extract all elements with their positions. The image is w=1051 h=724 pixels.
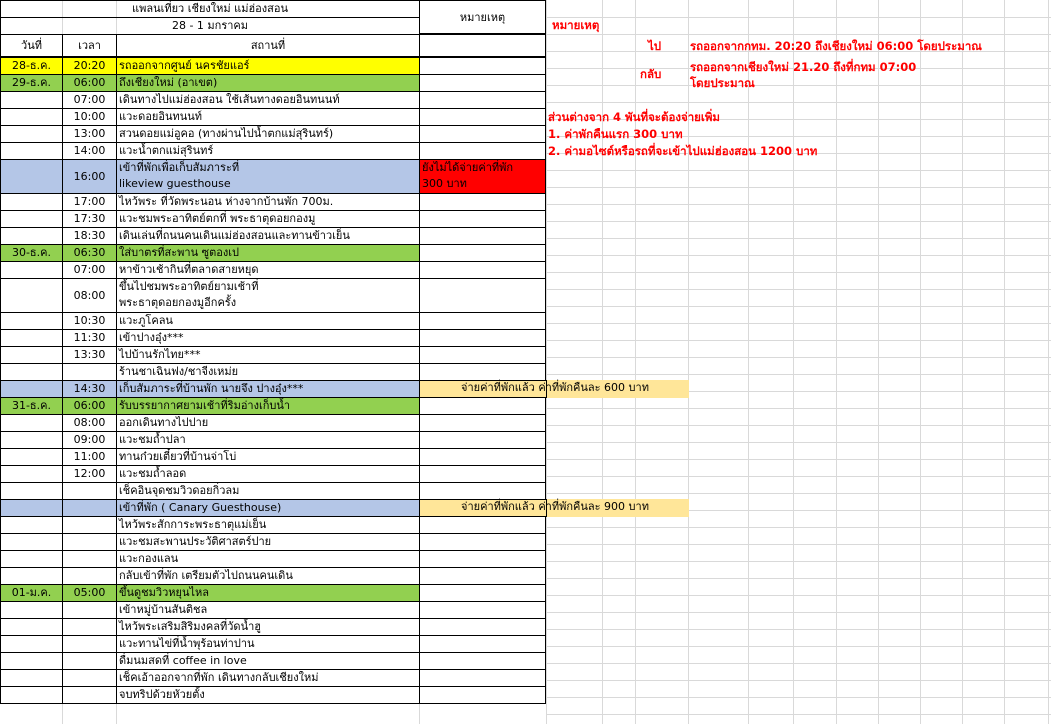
place-cell — [116, 210, 420, 228]
time-cell — [62, 482, 117, 500]
place-cell — [116, 57, 420, 75]
day-cell — [0, 227, 63, 245]
place-line: รถออกจากศูนย์ นครชัยแอร์ — [119, 59, 250, 72]
day-cell: 01-ม.ค. — [0, 584, 63, 602]
place-cell — [116, 244, 420, 262]
remark-cell — [419, 74, 546, 92]
remark-cell — [419, 550, 546, 568]
time-cell: 07:00 — [62, 91, 117, 109]
gridline-horizontal — [546, 680, 1051, 681]
gridline-horizontal — [546, 561, 1051, 562]
gridline-horizontal — [546, 629, 1051, 630]
remark-cell — [419, 91, 546, 109]
place-cell — [116, 380, 420, 398]
gridline-horizontal — [546, 612, 1051, 613]
place-line: แวะชมสะพานประวัติศาสตร์ปาย — [119, 535, 272, 548]
time-cell — [62, 533, 117, 551]
place-line: เก็บสัมภาระที่บ้านพัก นายจึง ปางอุ๋ง*** — [119, 382, 304, 395]
place-cell — [116, 499, 420, 517]
day-cell — [0, 414, 63, 432]
place-cell — [116, 329, 420, 347]
time-cell: 13:00 — [62, 125, 117, 143]
remark-cell — [419, 159, 546, 194]
day-cell — [0, 193, 63, 211]
place-line: แวะทานไข่ที่น้ำพุร้อนท่าปาน — [119, 637, 255, 650]
day-cell — [0, 125, 63, 143]
place-line: แวะภูโคลน — [119, 314, 173, 327]
gridline-horizontal — [546, 714, 1051, 715]
remark-cell — [419, 448, 546, 466]
gridline-horizontal — [546, 306, 1051, 307]
day-cell — [0, 261, 63, 279]
day-cell — [0, 482, 63, 500]
place-cell — [116, 635, 420, 653]
gridline-horizontal — [546, 544, 1051, 545]
day-cell — [0, 108, 63, 126]
place-line-2: likeview guesthouse — [119, 177, 231, 190]
gridline-vertical — [748, 0, 749, 724]
place-cell — [116, 431, 420, 449]
gridline-horizontal — [546, 204, 1051, 205]
remark-cell — [419, 57, 546, 75]
remark-text: จ่ายค่าที่พักแล้ว ค่าที่พักคืนละ 600 บาท — [461, 381, 649, 394]
remark-cell — [419, 669, 546, 687]
time-cell: 20:20 — [62, 57, 117, 75]
time-cell — [62, 652, 117, 670]
time-cell: 07:00 — [62, 261, 117, 279]
remark-cell — [419, 278, 546, 313]
remark-cell — [419, 193, 546, 211]
time-cell: 14:00 — [62, 142, 117, 160]
place-line: ไหว้พระ ที่วัดพระนอน ห่างจากบ้านพัก 700ม. — [119, 195, 334, 208]
time-cell: 08:00 — [62, 278, 117, 313]
plan-dates: 28 - 1 มกราคม — [0, 17, 419, 34]
side-note-back-label: กลับ — [640, 67, 662, 81]
plan-title: แพลนเที่ยว เชียงใหม่ แม่ฮ่องสอน — [0, 0, 419, 17]
place-cell — [116, 159, 420, 194]
day-cell: 31-ธ.ค. — [0, 397, 63, 415]
time-cell: 09:00 — [62, 431, 117, 449]
day-cell — [0, 567, 63, 585]
gridline-horizontal — [546, 221, 1051, 222]
time-cell: 12:00 — [62, 465, 117, 483]
place-line: หาข้าวเช้ากินที่ตลาดสายหยุด — [119, 263, 259, 276]
place-line: แวะชมถ้ำปลา — [119, 433, 186, 446]
place-cell — [116, 601, 420, 619]
side-note-back-text: รถออกจากเชียงใหม่ 21.20 ถึงที่กทม 07:00 — [690, 60, 917, 74]
remark-cell — [419, 414, 546, 432]
place-line: จบทริปด้วยหัวยตั้ง — [119, 688, 205, 701]
place-cell — [116, 108, 420, 126]
remark-text: จ่ายค่าที่พักแล้ว ค่าที่พักคืนละ 900 บาท — [461, 500, 649, 513]
gridline-horizontal — [546, 374, 1051, 375]
place-cell — [116, 618, 420, 636]
gridline-horizontal — [546, 459, 1051, 460]
gridline-horizontal — [546, 17, 1051, 18]
gridline-vertical — [1004, 0, 1005, 724]
place-line: เช็คอินจุดชมวิวดอยกิ่วลม — [119, 484, 240, 497]
day-cell — [0, 448, 63, 466]
remark-cell — [419, 465, 546, 483]
day-cell — [0, 533, 63, 551]
time-cell: 13:30 — [62, 346, 117, 364]
time-cell — [62, 635, 117, 653]
place-line: ใส่บาตรที่สะพาน ซูตองเป — [119, 246, 239, 259]
gridline-horizontal — [546, 170, 1051, 171]
place-line: เดินเล่นที่ถนนคนเดินแม่ฮ่องสอนและทานข้าวเย็น — [119, 229, 350, 242]
gridline-horizontal — [546, 340, 1051, 341]
time-cell: 18:30 — [62, 227, 117, 245]
day-cell — [0, 278, 63, 313]
place-line: ถึงเชียงใหม่ (อาเขต) — [119, 76, 218, 89]
remark-cell — [419, 482, 546, 500]
gridline-horizontal — [546, 34, 1051, 35]
remark-cell — [419, 635, 546, 653]
place-cell — [116, 142, 420, 160]
time-cell — [62, 499, 117, 517]
time-cell: 05:00 — [62, 584, 117, 602]
place-cell — [116, 448, 420, 466]
place-line: ทานก๋วยเตี๋ยวที่บ้านจ่าโบ่ — [119, 450, 237, 463]
time-cell — [62, 686, 117, 704]
gridline-horizontal — [546, 646, 1051, 647]
place-line: เช็คเอ้าออกจากที่พัก เดินทางกลับเชียงใหม่ — [119, 671, 319, 684]
place-cell — [116, 278, 420, 313]
gridline-vertical — [1048, 0, 1049, 724]
place-line: ร้านชาเฉินฟง/ชาจีงเหม่ย — [119, 365, 239, 378]
gridline-horizontal — [546, 272, 1051, 273]
place-cell — [116, 397, 420, 415]
side-note-go-label: ไป — [648, 39, 662, 53]
place-line: รับบรรยากาศยามเช้าที่ริมอ่างเก็บน้ำ — [119, 399, 291, 412]
day-cell — [0, 635, 63, 653]
time-cell — [62, 550, 117, 568]
place-line: แวะชมพระอาทิตย์ตกที่ พระธาตุดอยกองมู — [119, 212, 316, 225]
gridline-horizontal — [546, 493, 1051, 494]
place-line: ไหว้พระเสริมสิริมงคลที่วัดน้ำฮู — [119, 620, 261, 633]
time-cell: 10:00 — [62, 108, 117, 126]
remark-cell — [419, 618, 546, 636]
time-cell: 06:30 — [62, 244, 117, 262]
gridline-horizontal — [546, 357, 1051, 358]
remark-cell — [419, 686, 546, 704]
remarks-header: หมายเหตุ — [419, 0, 546, 34]
remark-cell — [419, 108, 546, 126]
place-cell — [116, 533, 420, 551]
place-cell — [116, 125, 420, 143]
place-cell — [116, 482, 420, 500]
remark-cell — [419, 533, 546, 551]
place-cell — [116, 669, 420, 687]
place-line: ขึ้นไปชมพระอาทิตย์ยามเช้าที่ — [119, 280, 259, 293]
place-cell — [116, 516, 420, 534]
time-cell: 16:00 — [62, 159, 117, 194]
gridline-horizontal — [546, 289, 1051, 290]
time-cell — [62, 669, 117, 687]
day-cell — [0, 516, 63, 534]
gridline-vertical — [546, 0, 547, 724]
place-line: เข้าหมู่บ้านสันติชล — [119, 603, 208, 616]
day-cell — [0, 499, 63, 517]
remark-cell — [419, 346, 546, 364]
side-note-first-night: 1. ค่าพักคืนแรก 300 บาท — [548, 127, 683, 141]
place-line: ออกเดินทางไปปาย — [119, 416, 209, 429]
place-cell — [116, 584, 420, 602]
day-cell — [0, 346, 63, 364]
day-cell — [0, 465, 63, 483]
day-cell — [0, 363, 63, 381]
place-line: ไปบ้านรักไทย*** — [119, 348, 201, 361]
day-cell — [0, 686, 63, 704]
gridline-vertical — [793, 0, 794, 724]
remark-cell — [419, 312, 546, 330]
place-line: ไหว้พระสักการะพระธาตุแม่เย็น — [119, 518, 267, 531]
remark-border — [419, 380, 547, 398]
place-cell — [116, 312, 420, 330]
gridline-vertical — [878, 0, 879, 724]
gridline-horizontal — [546, 425, 1051, 426]
remark-cell — [419, 142, 546, 160]
time-cell — [62, 516, 117, 534]
day-cell — [0, 91, 63, 109]
gridline-horizontal — [546, 85, 1051, 86]
side-note-go-text: รถออกจากกทม. 20:20 ถึงเชียงใหม่ 06:00 โดยประมาณ — [690, 39, 982, 53]
day-cell — [0, 652, 63, 670]
remark-cell — [419, 210, 546, 228]
day-cell — [0, 550, 63, 568]
day-cell — [0, 431, 63, 449]
day-cell — [0, 312, 63, 330]
day-cell: 29-ธ.ค. — [0, 74, 63, 92]
side-note-heading: หมายเหตุ — [552, 18, 600, 32]
time-cell — [62, 618, 117, 636]
remark-text-2: 300 บาท — [422, 177, 467, 190]
time-cell: 11:30 — [62, 329, 117, 347]
time-cell — [62, 567, 117, 585]
gridline-vertical — [836, 0, 837, 724]
col-day-header: วันที่ — [0, 34, 63, 57]
time-cell: 10:30 — [62, 312, 117, 330]
place-cell — [116, 363, 420, 381]
time-cell: 14:30 — [62, 380, 117, 398]
day-cell: 30-ธ.ค. — [0, 244, 63, 262]
day-cell — [0, 601, 63, 619]
place-line: ดื่มนมสดที่ coffee in love — [119, 654, 247, 667]
remark-cell — [419, 516, 546, 534]
col-time-header: เวลา — [62, 34, 117, 57]
gridline-horizontal — [546, 527, 1051, 528]
place-cell — [116, 346, 420, 364]
place-cell — [116, 414, 420, 432]
place-line: กลับเข้าที่พัก เตรียมตัวไปถนนคนเดิน — [119, 569, 293, 582]
day-cell — [0, 380, 63, 398]
day-cell — [0, 159, 63, 194]
time-cell — [62, 601, 117, 619]
gridline-horizontal — [546, 476, 1051, 477]
place-cell — [116, 261, 420, 279]
gridline-vertical — [962, 0, 963, 724]
place-line: แวะชมถ้ำลอด — [119, 467, 187, 480]
remark-cell — [419, 125, 546, 143]
place-line: ขึ้นดูชมวิวหยุนไหล — [119, 586, 209, 599]
time-cell: 06:00 — [62, 397, 117, 415]
time-cell: 06:00 — [62, 74, 117, 92]
gridline-horizontal — [546, 595, 1051, 596]
place-cell — [116, 227, 420, 245]
place-line: แวะน้ำตกแม่สุรินทร์ — [119, 144, 214, 157]
place-cell — [116, 652, 420, 670]
side-note-back-text2: โดยประมาณ — [690, 76, 755, 90]
day-cell — [0, 329, 63, 347]
remark-cell — [419, 244, 546, 262]
gridline-horizontal — [546, 663, 1051, 664]
gridline-horizontal — [546, 578, 1051, 579]
place-line: แวะดอยอินทนนท์ — [119, 110, 203, 123]
place-line: เดินทางไปแม่ฮ่องสอน ใช้เส้นทางดอยอินทนนท์ — [119, 93, 340, 106]
gridline-horizontal — [546, 408, 1051, 409]
place-line: เข้าที่พัก ( Canary Guesthouse) — [119, 501, 282, 514]
place-cell — [116, 550, 420, 568]
day-cell: 28-ธ.ค. — [0, 57, 63, 75]
remark-cell — [419, 363, 546, 381]
remark-cell — [419, 329, 546, 347]
remark-cell — [419, 227, 546, 245]
remark-cell — [419, 261, 546, 279]
gridline-horizontal — [546, 102, 1051, 103]
side-note-extra-cost: ส่วนต่างจาก 4 พันที่จะต้องจ่ายเพิ่ม — [548, 110, 721, 124]
day-cell — [0, 210, 63, 228]
time-cell — [62, 363, 117, 381]
side-note-transport: 2. ค่ามอไซต์หรือรถที่จะเข้าไปแม่ฮ่องสอน 1200 บาท — [548, 144, 818, 158]
remark-cell — [419, 567, 546, 585]
remark-cell — [419, 397, 546, 415]
gridline-horizontal — [546, 187, 1051, 188]
place-cell — [116, 74, 420, 92]
day-cell — [0, 618, 63, 636]
place-cell — [116, 465, 420, 483]
remark-cell — [419, 601, 546, 619]
place-line: สวนดอยแม่อูคอ (ทางผ่านไปน้ำตกแม่สุรินทร์) — [119, 127, 334, 140]
time-cell: 17:00 — [62, 193, 117, 211]
gridline-horizontal — [546, 323, 1051, 324]
gridline-vertical — [920, 0, 921, 724]
col-place-header: สถานที่ — [116, 34, 420, 57]
day-cell — [0, 142, 63, 160]
col-remarks-blank — [419, 34, 546, 57]
gridline-horizontal — [546, 442, 1051, 443]
place-cell — [116, 567, 420, 585]
gridline-horizontal — [546, 255, 1051, 256]
time-cell: 08:00 — [62, 414, 117, 432]
place-line: เข้าปางอุ๋ง*** — [119, 331, 184, 344]
day-cell — [0, 669, 63, 687]
remark-text: ยังไม่ได้จ่ายค่าที่พัก — [422, 161, 514, 174]
place-line: แวะกองแลน — [119, 552, 179, 565]
place-cell — [116, 686, 420, 704]
place-line-2: พระธาตุดอยกองมูอีกครั้ง — [119, 296, 237, 309]
remark-border — [419, 499, 547, 517]
time-cell: 11:00 — [62, 448, 117, 466]
remark-cell — [419, 584, 546, 602]
remark-cell — [419, 431, 546, 449]
time-cell: 17:30 — [62, 210, 117, 228]
place-line: เข้าที่พักเพื่อเก็บสัมภาระที่ — [119, 161, 240, 174]
place-cell — [116, 193, 420, 211]
gridline-horizontal — [546, 238, 1051, 239]
gridline-horizontal — [546, 697, 1051, 698]
place-cell — [116, 91, 420, 109]
remark-cell — [419, 652, 546, 670]
